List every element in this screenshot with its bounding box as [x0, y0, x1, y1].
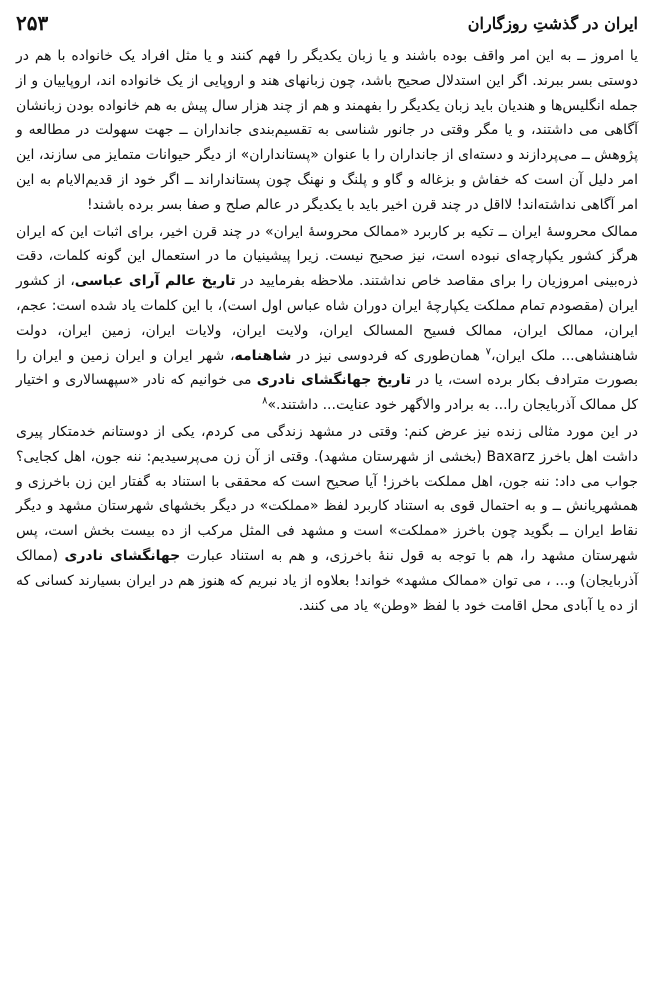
- book-title-bold: شاهنامه: [234, 347, 292, 364]
- body-text: [16, 44, 638, 618]
- paragraph-2: [16, 220, 638, 418]
- footnote-ref: ۷: [485, 345, 491, 357]
- book-title-bold: تاریخ جهانگشای نادری: [256, 372, 411, 389]
- page-number: ۲۵۳: [16, 11, 49, 35]
- text-run: ، شهر ایران و ایران زمین و ایران را بصورت مترادف بکار برده است، یا در: [16, 347, 638, 389]
- text-run: ، از کشور ایران (مقصودم تمام مملکت یکپارچهٔ ایران دوران شاه عباس اول است)، با این کلمات یاد شده است: عجم، ایران، ممالک ایران، ممالک فسیح المسالک ایران، ولایت ایران، ولایات ایران، زمین ایران، دولت شاهنشاهی... ملک ایران،: [16, 273, 638, 364]
- text-run: یا امروز ــ به این امر واقف بوده باشند و یا زبان یکدیگر را فهم کنند و یا مثل افراد یک خانواده با هم در دوستی بسر ببرند. اگر این استدلال صحیح باشد، چون زبانهای هند و اروپایی از یک خانواده اند، اروپاییان و از جمله انگلیس‌ها و هندیان باید زبان یکدیگر را بفهمند و هم از چند هزار سال پیش به هم خانواده بودن زبانشان آگاهی می داشتند، و یا مگر وقتی در جانور شناسی به تقسیم‌بندی جانداران ــ جهت سهولت در مطالعه و پژوهش ــ می‌پردازند و دسته‌ای از جانداران را با عنوان «پستانداران» از دیگر حیوانات متمایز می سازند، این امر دلیل آن است که خفاش و بزغاله و گاو و پلنگ و نهنگ چون پستانداراند ــ اگر خود از قدیم‌الایام به این امر آگاهی نداشته‌اند! لااقل در چند قرن اخیر باید با یکدیگر در عالم صلح و صفا بسر برده باشند!: [16, 48, 638, 213]
- paragraph-1: [16, 44, 638, 218]
- text-run: در این مورد مثالی زنده نیز عرض کنم: وقتی در مشهد زندگی می کردم، یکی از دوستانم خدمتکار پیری داشت اهل باخرز Baxarz (بخشی از شهرستان مشهد). وقتی از آن زن می‌پرسیدیم: ننه جون، اهل کجایی؟ جواب می داد: ننه جون، اهل مملکت باخرز! آیا صحیح است که محققی با استناد به گفتار این زن باخرزی و همشهریانش ــ و به احتمال قوی به استناد کاربرد لفظ «مملکت» در دیگر بخشهای شهرستان مشهد و دیگر نقاط ایران ــ بگوید چون باخرز «مملکت» است و مشهد فی المثل مرکب از ده بیست بخش است، پس شهرستان مشهد را، هم با توجه به قول ننهٔ باخرزی، و هم به استناد عبارت: [16, 423, 638, 564]
- text-run: (ممالک آذربایجان) و... ، می توان «ممالک مشهد» خواند! بعلاوه از یاد نبریم که هنوز هم در ایران بسیارند کسانی که از ده یا آبادی محل اقامت خود با لفظ «وطن» یاد می کنند.: [16, 547, 638, 614]
- running-head: ایران در گذشتِ روزگاران: [467, 13, 638, 33]
- page-header: [16, 6, 638, 40]
- text-run: ممالک محروسهٔ ایران ــ تکیه بر کاربرد «ممالک محروسهٔ ایران» در چند قرن اخیر، برای اثبات این که ایران هرگز کشور یکپارچه‌ای نبوده است، نیز صحیح نیست. زیرا پیشینیان ما در استعمال این گونه کلمات، دقت ذره‌بینی امروزیان را برای مقاصد خاص نداشتند. ملاحظه بفرمایید در: [16, 223, 639, 290]
- text-run: می خوانیم که نادر «سپهسالاری و اختیار کل ممالک آذربایجان را... به برادر والاگهر خود عنایت... داشتند.»: [16, 372, 638, 414]
- text-run: همان‌طوری که فردوسی نیز در: [291, 347, 486, 364]
- paragraph-3: [16, 420, 638, 618]
- footnote-ref: ۸: [262, 395, 268, 407]
- book-title-bold: تاریخ عالم آرای عباسی: [74, 273, 236, 290]
- book-page: [16, 0, 638, 992]
- book-title-bold: جهانگشای نادری: [64, 547, 181, 564]
